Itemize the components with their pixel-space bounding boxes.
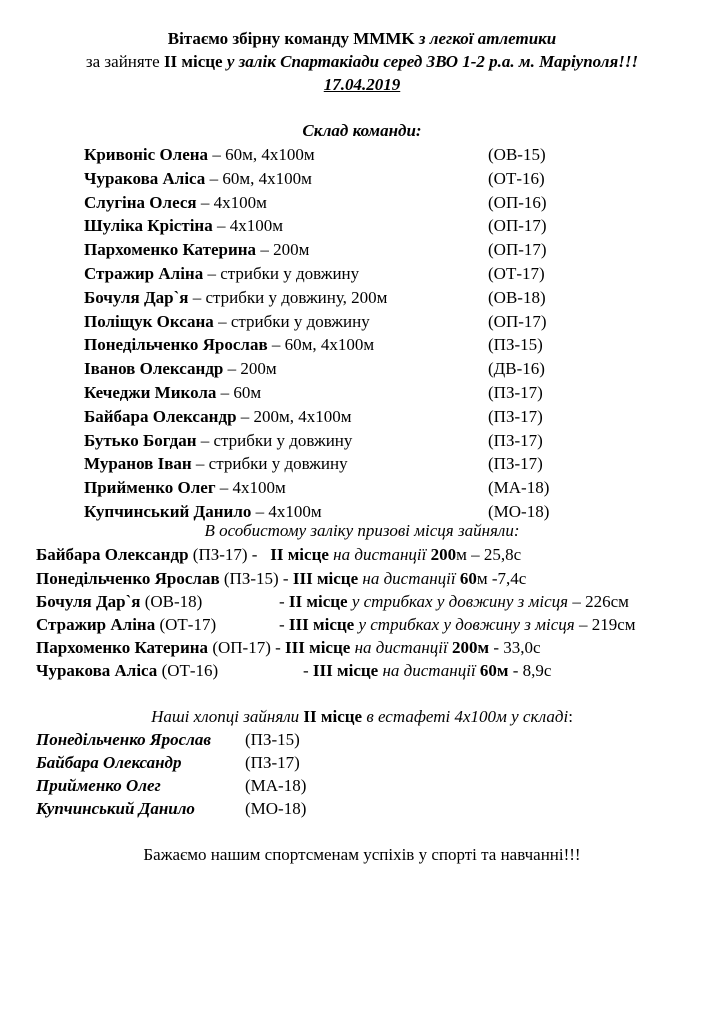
relay-group-text: (МА-18) (245, 776, 307, 795)
team-member (84, 360, 277, 377)
member-name: Купчинський Данило (84, 502, 252, 521)
member-name: Байбара Олександр (84, 406, 237, 426)
team-member (84, 313, 370, 330)
personal-row-tail (279, 616, 636, 633)
relay-group-text: (ПЗ-15) (245, 730, 300, 749)
relay-member-name: Байбара Олександр (36, 753, 182, 772)
personal-row-tail (303, 662, 551, 679)
athlete-group: (ОВ-18) (140, 592, 203, 611)
athlete-name: Стражир Аліна (36, 615, 156, 634)
header-discipline-text: з легкої атлетики (418, 29, 557, 48)
header-event: у залік Спартакіади серед ЗВО 1-2 р.а. м. Маріуполя!!! (226, 52, 639, 71)
member-event: – 4х100м (212, 216, 283, 236)
athlete-discipline: на дистанції (350, 638, 453, 657)
header-line-1 (0, 30, 724, 47)
relay-group-text: (МО-18) (245, 799, 307, 818)
member-group: (ДВ-16) (488, 359, 545, 379)
relay-member (36, 754, 181, 771)
athlete-result: – 219см (574, 615, 636, 634)
relay-title (0, 708, 724, 725)
athlete-name: Понедільченко Ярослав (36, 569, 220, 588)
relay-title-colon: : (568, 707, 573, 726)
athlete-group: (ОТ-17) (155, 615, 217, 634)
member-name: Іванов Олександр (84, 359, 224, 379)
athlete-place: ІІ місце (270, 545, 329, 564)
athlete-name: Бочуля Дар`я (36, 592, 141, 611)
member-group: (ПЗ-17) (488, 406, 543, 426)
personal-row-tail (279, 593, 629, 610)
relay-member-name: Понедільченко Ярослав (36, 730, 211, 749)
team-member (84, 146, 315, 163)
header-prefix: за зайняте (85, 52, 164, 71)
athlete-result: м -7,4с (476, 569, 527, 588)
member-group: (ОВ-15) (488, 145, 546, 164)
athlete-distance: 200м (452, 638, 490, 657)
team-member (84, 289, 387, 306)
closing-text: Бажаємо нашим спортсменам успіхів у спорті та навчанні!!! (143, 845, 581, 864)
member-name: Кечеджи Микола (84, 383, 217, 402)
team-title-text: Склад команди: (302, 121, 422, 140)
member-name: Понедільченко Ярослав (84, 335, 268, 355)
header-team-text: Вітаємо збірну команду ММMK (167, 29, 419, 48)
team-member (84, 455, 348, 472)
athlete-name: Байбара Олександр (36, 545, 189, 564)
athlete-discipline: на дистанції (328, 545, 431, 564)
athlete-distance: 200 (430, 545, 457, 564)
member-event: – 4х100м (215, 478, 286, 498)
relay-group-text: (ПЗ-17) (245, 753, 300, 772)
team-member (84, 265, 359, 282)
member-group: (МА-18) (488, 478, 550, 498)
relay-member-group (245, 754, 300, 771)
team-member (84, 241, 309, 258)
athlete-discipline: у стрибках у довжину з місця (354, 615, 575, 634)
team-member (84, 503, 322, 520)
member-group: (ПЗ-15) (488, 335, 543, 355)
relay-title-place: ІІ місце (303, 707, 363, 726)
member-group: (МО-18) (488, 502, 550, 521)
member-name: Стражир Аліна (84, 264, 204, 283)
member-name: Шуліка Крістіна (84, 216, 213, 236)
member-group: (ПЗ-17) (488, 430, 543, 450)
member-name: Пархоменко Катерина (84, 240, 257, 260)
member-group: (ОП-17) (488, 311, 547, 331)
member-name: Поліщук Оксана (84, 311, 214, 331)
member-event: – 200м (223, 359, 277, 379)
athlete-place: ІІІ місце (312, 661, 379, 680)
athlete-group: (ОТ-16) (157, 661, 219, 680)
member-event: – 60м, 4х100м (205, 168, 312, 188)
team-member (84, 384, 261, 401)
header-line-2 (0, 53, 724, 70)
member-name: Бочуля Дар`я (84, 287, 189, 307)
relay-member (36, 800, 195, 817)
personal-row (36, 593, 202, 610)
member-name: Прийменко Олег (84, 478, 216, 498)
member-name: Слугіна Олеся (84, 192, 197, 212)
athlete-separator: - (279, 615, 289, 634)
athlete-separator: - (279, 592, 289, 611)
athlete-place: ІІІ місце (292, 569, 359, 588)
team-member (84, 479, 286, 496)
athlete-place: ІІІ місце (285, 638, 351, 657)
relay-member (36, 731, 211, 748)
member-group: (ОВ-18) (488, 287, 546, 307)
athlete-discipline: на дистанції (358, 569, 460, 588)
member-group: (ПЗ-17) (488, 383, 543, 402)
member-group: (ОТ-16) (488, 168, 545, 188)
member-event: – 200м, 4х100м (236, 406, 352, 426)
member-event: – стрибки у довжину (213, 311, 370, 331)
athlete-group: (ПЗ-15) - (219, 569, 293, 588)
athlete-name: Пархоменко Катерина (36, 638, 209, 657)
member-group: (ОП-16) (488, 192, 547, 212)
member-name: Муранов Іван (84, 454, 192, 474)
member-group: (ОП-17) (488, 240, 547, 260)
closing-wish (0, 846, 724, 863)
athlete-separator: - (303, 661, 313, 680)
athlete-result: – 226см (568, 592, 629, 611)
team-title (0, 122, 724, 139)
relay-member-name: Купчинський Данило (36, 799, 195, 818)
personal-row (36, 639, 541, 656)
team-member (84, 170, 312, 187)
member-event: – стрибки у довжину (196, 430, 353, 450)
team-member (84, 217, 283, 234)
athlete-result: - 33,0с (489, 638, 541, 657)
athlete-group: (ОП-17) - (208, 638, 286, 657)
member-event: – 60м (216, 383, 262, 402)
personal-row (36, 570, 526, 587)
member-name: Кривоніс Олена (84, 145, 209, 164)
member-event: – 200м (256, 240, 310, 260)
athlete-distance: 60м (479, 661, 509, 680)
team-member (84, 432, 352, 449)
member-name: Чуракова Аліса (84, 168, 206, 188)
team-member (84, 336, 374, 353)
team-member (84, 194, 267, 211)
member-event: – 60м, 4х100м (208, 145, 315, 164)
relay-member-group (245, 777, 306, 794)
member-event: – 4х100м (196, 192, 267, 212)
team-member (84, 408, 352, 425)
date-text: 17.04.2019 (323, 75, 401, 94)
relay-title-c: в естафеті 4х100м у складі (362, 707, 569, 726)
personal-row (36, 616, 216, 633)
member-event: – 60м, 4х100м (267, 335, 375, 355)
member-group: (ПЗ-17) (488, 454, 543, 474)
member-group: (ОТ-17) (488, 264, 545, 283)
member-event: – 4х100м (251, 502, 322, 521)
personal-title (0, 522, 724, 539)
member-event: – стрибки у довжину (203, 264, 360, 283)
relay-member-group (245, 731, 300, 748)
relay-title-a: Наші хлопці зайняли (151, 707, 304, 726)
athlete-result: м – 25,8с (456, 545, 522, 564)
athlete-place: ІІ місце (288, 592, 348, 611)
relay-member (36, 777, 161, 794)
header-date (0, 76, 724, 93)
relay-member-name: Прийменко Олег (36, 776, 161, 795)
personal-row (36, 662, 218, 679)
athlete-group: (ПЗ-17) - (188, 545, 262, 564)
member-name: Бутько Богдан (84, 430, 197, 450)
athlete-result: - 8,9с (508, 661, 552, 680)
personal-title-text: В особистому заліку призові місця зайняли: (204, 521, 520, 540)
personal-row (36, 546, 521, 563)
athlete-discipline: у стрибках у довжину з місця (347, 592, 569, 611)
member-event: – стрибки у довжину, 200м (188, 287, 388, 307)
athlete-place: ІІІ місце (288, 615, 355, 634)
member-group: (ОП-17) (488, 216, 547, 236)
header-place: II місце (163, 52, 227, 71)
athlete-name: Чуракова Аліса (36, 661, 158, 680)
athlete-distance: 60 (459, 569, 477, 588)
relay-member-group (245, 800, 306, 817)
athlete-discipline: на дистанції (378, 661, 480, 680)
member-event: – стрибки у довжину (191, 454, 348, 474)
